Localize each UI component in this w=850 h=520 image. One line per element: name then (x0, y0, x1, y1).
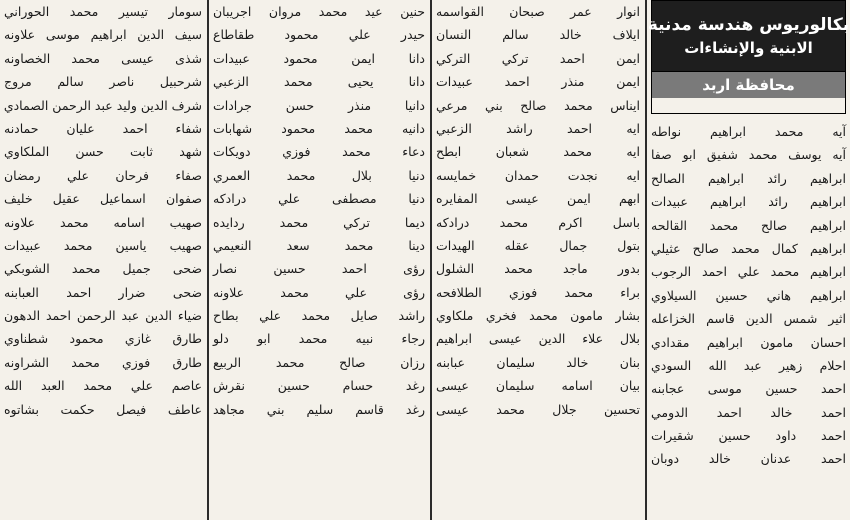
list-item: آيه يوسف محمد شفيق ابو صفا (651, 147, 846, 163)
names-list-4 (0, 0, 206, 421)
list-item: صهيب ياسين محمد عبيدات (4, 237, 202, 253)
list-item: ايه نجدت حمدان خمايسه (436, 167, 640, 183)
list-item: سيف الدين ابراهيم موسى علاونه (4, 27, 202, 43)
list-item: ابراهيم صالح محمد القالحه (651, 217, 846, 233)
list-item: ضحى جميل محمد الشوبكي (4, 261, 202, 277)
names-column-2 (432, 0, 644, 520)
list-item: صفوان اسماعيل عقيل خليف (4, 191, 202, 207)
list-item: دنيا مصطفى علي درادكه (213, 191, 425, 207)
list-item: صفاء فرحان علي رمضان (4, 167, 202, 183)
names-list-2 (432, 0, 644, 421)
names-column-4 (0, 0, 206, 520)
list-item: حنين عيد محمد مروان اجريبان (213, 4, 425, 19)
list-item: دعاء محمد فوزي دويكات (213, 144, 425, 160)
header-degree-title: بكالوريوس هندسة مدنية (647, 15, 850, 35)
list-item: بيان اسامه سليمان عيسى (436, 378, 640, 394)
list-item: رغد حسام حسين نقرش (213, 378, 425, 394)
column-divider (430, 0, 432, 520)
list-item: احمد عدنان خالد دوبان (651, 451, 846, 467)
list-item: احمد داود حسين شقيرات (651, 428, 846, 444)
list-item: بنان خالد سليمان عبابنه (436, 354, 640, 370)
list-item: سومار تيسير محمد الحوراني (4, 4, 202, 19)
list-item: براء محمد فوزي الطلافحه (436, 284, 640, 300)
list-item: ايناس محمد صالح بني مرعي (436, 97, 640, 113)
list-item: بلال علاء الدين عيسى ابراهيم (436, 331, 640, 347)
list-item: ابهم ايمن عيسى المفايره (436, 191, 640, 207)
list-item: دانيه محمد محمود شهابات (213, 120, 425, 136)
list-item: شرف الدين وليد عبد الرحمن الصمادي (3, 97, 202, 113)
list-item: رزان صالح محمد الربيع (213, 354, 425, 370)
list-item: دينا محمد سعد النعيمي (213, 237, 425, 253)
list-item: بتول جمال عقله الهيدات (436, 237, 640, 253)
list-item: حيدر علي محمود طقاطاع (213, 27, 425, 43)
list-item: ايمن احمد تركي التركي (436, 50, 640, 66)
list-item: احسان مامون ابراهيم مقدادي (651, 334, 846, 350)
list-item: ايمن منذر احمد عبيدات (436, 74, 640, 90)
list-item: بدور ماجد محمد الشلول (436, 261, 640, 277)
list-item: احمد خالد احمد الدومي (651, 404, 846, 420)
header-specialization: الابنية والإنشاءات (684, 39, 813, 57)
list-item: دانيا منذر حسن جرادات (213, 97, 425, 113)
list-item: دانا يحيى محمد الزعبي (213, 74, 425, 90)
list-item: ايه احمد راشد الزعبي (436, 120, 640, 136)
list-item: ضياء الدين عبد الرحمن احمد الدهون (4, 308, 202, 324)
list-item: عاطف فيصل حكمت بشاتوه (4, 401, 202, 417)
list-item: صهيب اسامه محمد علاونه (4, 214, 202, 230)
list-item: طارق غازي محمود شطناوي (4, 331, 202, 347)
list-item: ابراهيم رائد ابراهيم الصالح (651, 170, 846, 186)
list-item: رؤى علي محمد علاونه (213, 284, 425, 300)
section-header (647, 0, 850, 114)
names-list-3 (209, 0, 429, 421)
list-item: دانا ايمن محمود عبيدات (213, 50, 425, 66)
list-item: ديما تركي محمد ردايده (213, 214, 425, 230)
header-title-block (647, 1, 850, 71)
list-item: ضحى ضرار احمد العبابنه (4, 284, 202, 300)
list-item: ايه محمد شعبان ابطح (436, 144, 640, 160)
list-item: شهد ثابت حسن الملكاوي (4, 144, 202, 160)
list-item: راشد صايل محمد علي بطاح (213, 308, 425, 324)
list-item: شذى عيسى محمد الخصاونه (4, 50, 202, 66)
names-column-1 (647, 0, 850, 520)
list-item: ايلاف خالد سالم النسان (436, 27, 640, 43)
list-item: رغد قاسم سليم بني مجاهد (213, 401, 425, 417)
list-item: شرحبيل ناصر سالم مروج (4, 74, 202, 90)
list-item: رجاء نبيه محمد ابو دلو (213, 331, 425, 347)
list-item: ابراهيم رائد ابراهيم عبيدات (651, 194, 846, 210)
names-list-1 (647, 120, 850, 471)
list-item: طارق فوزي محمد الشراونه (4, 354, 202, 370)
list-item: ابراهيم كمال محمد صالح عثيلي (651, 240, 846, 256)
names-column-3 (209, 0, 429, 520)
list-item: انوار عمر صبحان القواسمه (436, 4, 640, 19)
list-item: احمد حسين موسى عجابنه (651, 381, 846, 397)
list-item: احلام زهير عبد الله السودي (651, 357, 846, 373)
list-item: ابراهيم محمد علي احمد الرجوب (651, 264, 846, 280)
list-item: عاصم علي محمد العبد الله (4, 378, 202, 394)
column-divider (207, 0, 209, 520)
list-item: شفاء احمد عليان حمادنه (4, 120, 202, 136)
list-item: ابراهيم هاني حسين السيلاوي (651, 287, 846, 303)
list-item: اثير شمس الدين قاسم الخزاعله (651, 311, 846, 327)
list-item: باسل اكرم محمد درادكه (436, 214, 640, 230)
header-region: محافظة اربد (652, 71, 845, 98)
list-item: تحسين جلال محمد عيسى (436, 401, 640, 417)
list-item: رؤى احمد حسين نصار (213, 261, 425, 277)
list-item: دنيا بلال محمد العمري (213, 167, 425, 183)
list-item: بشار مامون محمد فخري ملكاوي (436, 308, 640, 324)
column-divider (645, 0, 647, 520)
list-item: آيه محمد ابراهيم نواطه (651, 124, 846, 139)
